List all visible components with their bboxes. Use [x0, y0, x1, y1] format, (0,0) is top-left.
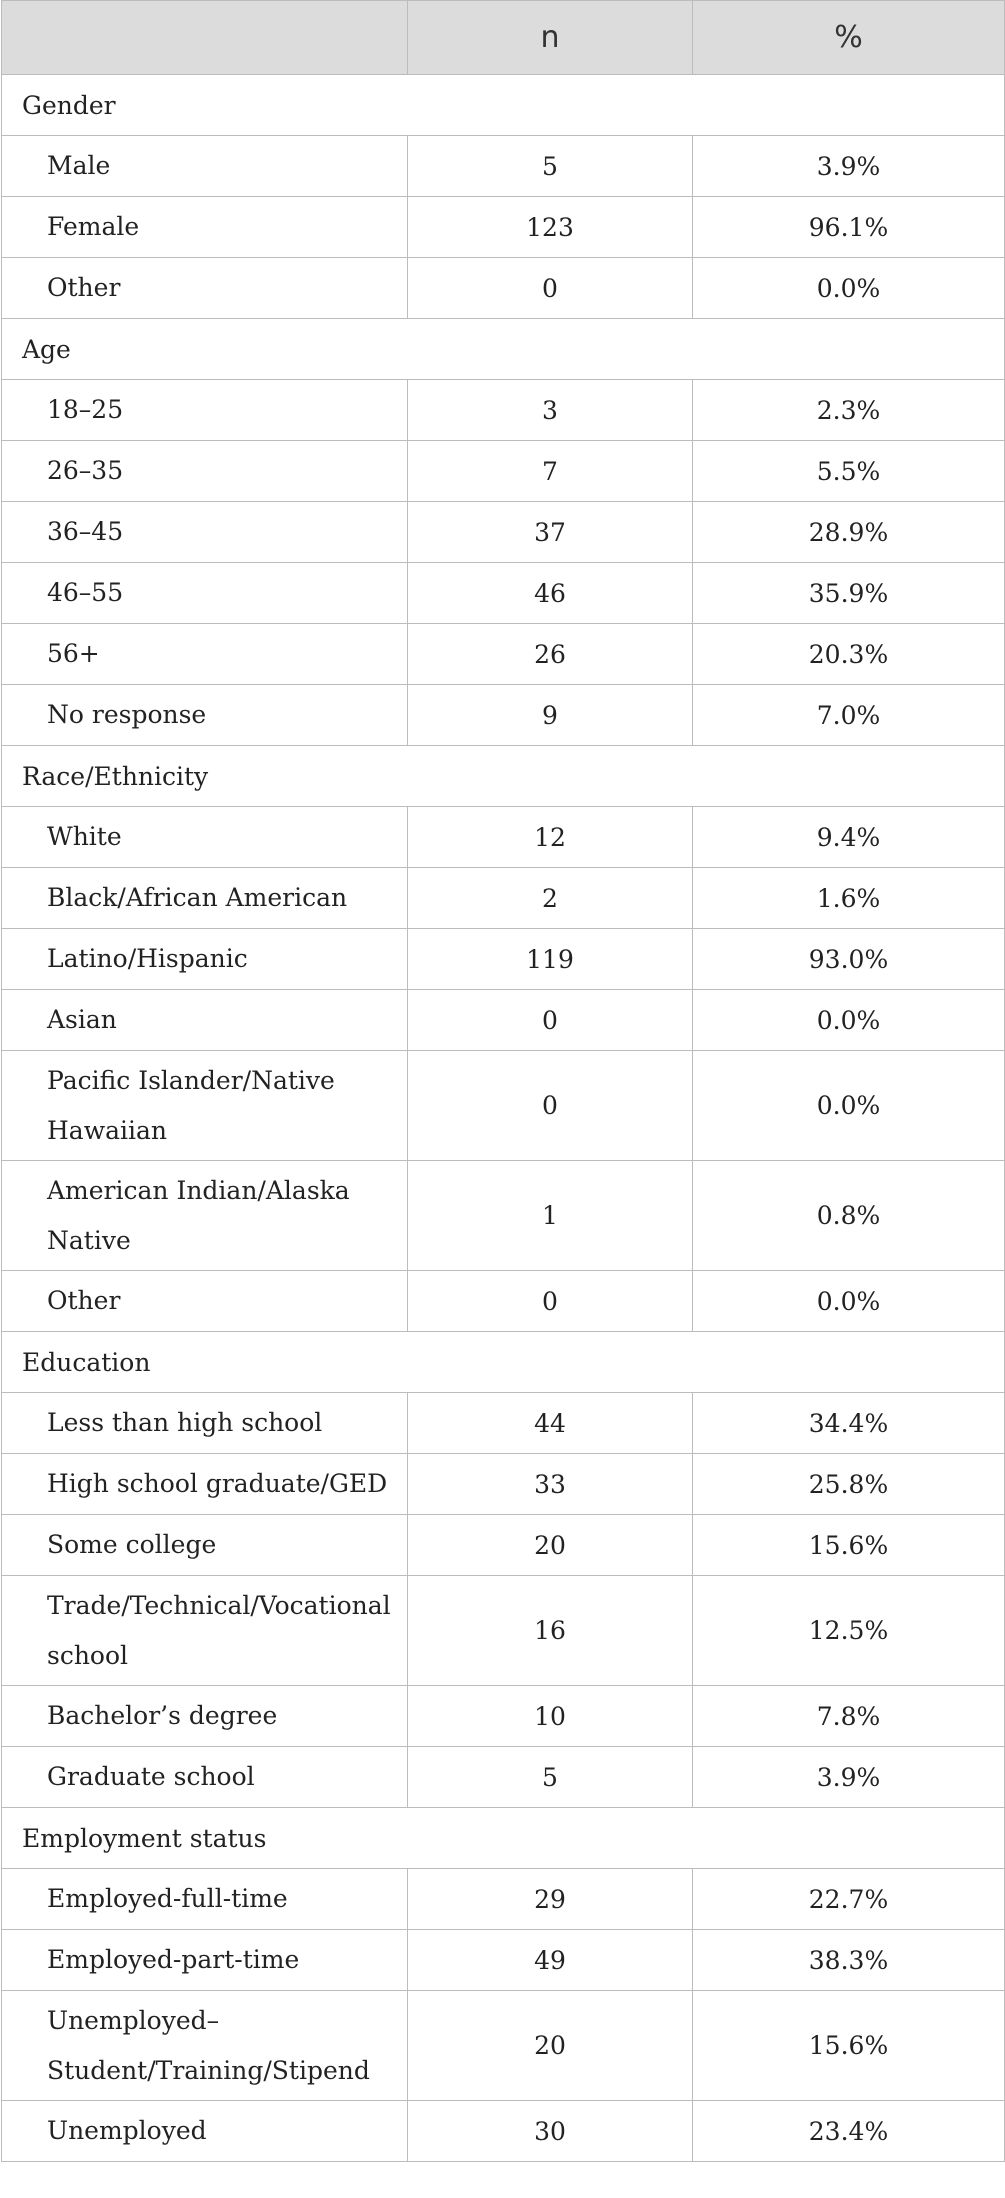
row-label: 56+	[2, 624, 408, 685]
row-n: 10	[408, 1686, 693, 1747]
row-n: 30	[408, 2101, 693, 2162]
row-percent: 7.8%	[693, 1686, 1005, 1747]
table-row	[2, 197, 1005, 258]
row-percent: 34.4%	[693, 1393, 1005, 1454]
section-row-race-ethnicity	[2, 746, 1005, 807]
row-percent: 5.5%	[693, 441, 1005, 502]
row-label: White	[2, 807, 408, 868]
row-n: 3	[408, 380, 693, 441]
table-row	[2, 1991, 1005, 2101]
row-percent: 96.1%	[693, 197, 1005, 258]
section-title: Age	[2, 319, 1005, 380]
table-row	[2, 1747, 1005, 1808]
row-label: Bachelor’s degree	[2, 1686, 408, 1747]
section-title: Race/Ethnicity	[2, 746, 1005, 807]
row-n: 2	[408, 868, 693, 929]
row-n: 20	[408, 1991, 693, 2101]
table-row	[2, 929, 1005, 990]
row-percent: 28.9%	[693, 502, 1005, 563]
table-row	[2, 258, 1005, 319]
table-row	[2, 1515, 1005, 1576]
row-n: 12	[408, 807, 693, 868]
row-n: 29	[408, 1869, 693, 1930]
row-label: American Indian/Alaska Native	[2, 1161, 408, 1271]
row-label: Unemployed	[2, 2101, 408, 2162]
table-row	[2, 685, 1005, 746]
header-row	[2, 1, 1005, 75]
row-percent: 0.0%	[693, 258, 1005, 319]
row-label: Some college	[2, 1515, 408, 1576]
section-row-age	[2, 319, 1005, 380]
row-n: 119	[408, 929, 693, 990]
demographics-table	[1, 0, 1005, 2162]
row-label: 26–35	[2, 441, 408, 502]
section-title: Education	[2, 1332, 1005, 1393]
section-row-education	[2, 1332, 1005, 1393]
table-row	[2, 380, 1005, 441]
row-n: 5	[408, 136, 693, 197]
row-percent: 38.3%	[693, 1930, 1005, 1991]
row-label: Employed-part-time	[2, 1930, 408, 1991]
row-n: 0	[408, 1271, 693, 1332]
table-row	[2, 990, 1005, 1051]
row-n: 0	[408, 990, 693, 1051]
header-n: n	[408, 1, 693, 75]
row-n: 0	[408, 258, 693, 319]
section-title: Gender	[2, 75, 1005, 136]
row-label: Black/African American	[2, 868, 408, 929]
table-row	[2, 1051, 1005, 1161]
row-label: Graduate school	[2, 1747, 408, 1808]
row-label: No response	[2, 685, 408, 746]
section-title: Employment status	[2, 1808, 1005, 1869]
row-percent: 3.9%	[693, 1747, 1005, 1808]
row-label: Trade/Technical/Vocational school	[2, 1576, 408, 1686]
row-n: 49	[408, 1930, 693, 1991]
section-row-gender	[2, 75, 1005, 136]
row-label: Other	[2, 258, 408, 319]
row-n: 46	[408, 563, 693, 624]
row-percent: 25.8%	[693, 1454, 1005, 1515]
row-percent: 7.0%	[693, 685, 1005, 746]
header-percent: %	[693, 1, 1005, 75]
table-row	[2, 868, 1005, 929]
row-n: 20	[408, 1515, 693, 1576]
row-n: 16	[408, 1576, 693, 1686]
row-label: Male	[2, 136, 408, 197]
table-row	[2, 1869, 1005, 1930]
row-n: 0	[408, 1051, 693, 1161]
row-label: Unemployed–Student/Training/Stipend	[2, 1991, 408, 2101]
table-row	[2, 1161, 1005, 1271]
table-row	[2, 563, 1005, 624]
row-n: 37	[408, 502, 693, 563]
row-percent: 22.7%	[693, 1869, 1005, 1930]
row-label: Pacific Islander/Native Hawaiian	[2, 1051, 408, 1161]
row-percent: 0.0%	[693, 1051, 1005, 1161]
row-n: 33	[408, 1454, 693, 1515]
table-row	[2, 1454, 1005, 1515]
row-percent: 35.9%	[693, 563, 1005, 624]
table-row	[2, 2101, 1005, 2162]
row-percent: 15.6%	[693, 1515, 1005, 1576]
row-percent: 93.0%	[693, 929, 1005, 990]
row-percent: 23.4%	[693, 2101, 1005, 2162]
row-label: Other	[2, 1271, 408, 1332]
row-n: 123	[408, 197, 693, 258]
row-n: 44	[408, 1393, 693, 1454]
row-label: Latino/Hispanic	[2, 929, 408, 990]
table-row	[2, 1393, 1005, 1454]
row-label: Less than high school	[2, 1393, 408, 1454]
row-percent: 2.3%	[693, 380, 1005, 441]
row-percent: 20.3%	[693, 624, 1005, 685]
row-percent: 9.4%	[693, 807, 1005, 868]
row-n: 5	[408, 1747, 693, 1808]
table-row	[2, 441, 1005, 502]
table-row	[2, 136, 1005, 197]
row-label: 36–45	[2, 502, 408, 563]
row-label: High school graduate/GED	[2, 1454, 408, 1515]
row-percent: 0.0%	[693, 990, 1005, 1051]
row-n: 7	[408, 441, 693, 502]
table-row	[2, 1686, 1005, 1747]
row-label: 18–25	[2, 380, 408, 441]
row-percent: 12.5%	[693, 1576, 1005, 1686]
table-row	[2, 807, 1005, 868]
table-row	[2, 1930, 1005, 1991]
table-row	[2, 502, 1005, 563]
row-percent: 1.6%	[693, 868, 1005, 929]
row-percent: 3.9%	[693, 136, 1005, 197]
row-percent: 15.6%	[693, 1991, 1005, 2101]
row-label: Asian	[2, 990, 408, 1051]
table-row	[2, 1576, 1005, 1686]
table-row	[2, 1271, 1005, 1332]
table-row	[2, 624, 1005, 685]
row-n: 26	[408, 624, 693, 685]
header-label	[2, 1, 408, 75]
row-label: Employed-full-time	[2, 1869, 408, 1930]
row-percent: 0.8%	[693, 1161, 1005, 1271]
row-percent: 0.0%	[693, 1271, 1005, 1332]
row-n: 9	[408, 685, 693, 746]
row-label: Female	[2, 197, 408, 258]
row-n: 1	[408, 1161, 693, 1271]
row-label: 46–55	[2, 563, 408, 624]
section-row-employment-status	[2, 1808, 1005, 1869]
